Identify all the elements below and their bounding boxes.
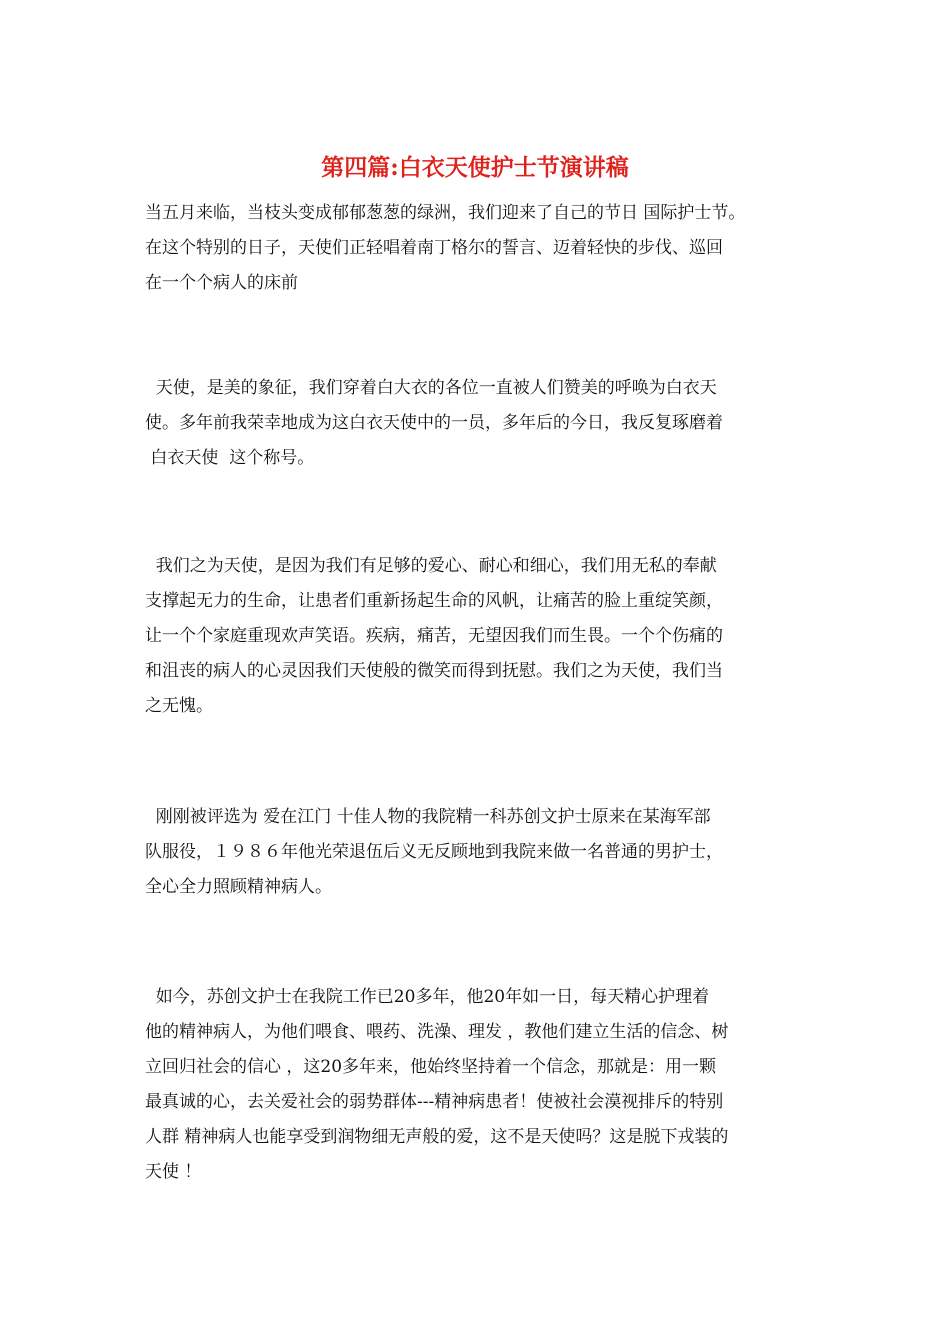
document-title: 第四篇:白衣天使护士节演讲稿 xyxy=(321,154,629,181)
paragraph-line: 让一个个家庭重现欢声笑语。疾病，痛苦，无望因我们而生畏。一个个伤痛的 xyxy=(145,626,723,646)
paragraph-line: 我们之为天使，是因为我们有足够的爱心、耐心和细心，我们用无私的奉献 xyxy=(145,556,717,576)
paragraph-line: 支撑起无力的生命，让患者们重新扬起生命的风帆，让痛苦的脸上重绽笑颜， xyxy=(145,591,723,611)
paragraph-line: 天使 ！ xyxy=(145,1162,202,1182)
paragraph-line: 使。多年前我荣幸地成为这白衣天使中的一员，多年后的今日，我反复琢磨着 xyxy=(145,413,723,433)
paragraph-line: 立回归社会的信心 ，这20多年来，他始终坚持着一个信念，那就是：用一颗 xyxy=(145,1057,717,1077)
paragraph-line: 白衣天使 这个称号。 xyxy=(145,448,315,468)
paragraph-line: 天使，是美的象征，我们穿着白大衣的各位一直被人们赞美的呼唤为白衣天 xyxy=(145,378,717,398)
paragraph-line: 如今，苏创文护士在我院工作已20多年，他20年如一日，每天精心护理着 xyxy=(145,987,710,1007)
paragraph-line: 全心全力照顾精神病人。 xyxy=(145,877,332,897)
paragraph-line: 人群 精神病人也能享受到润物细无声般的爱，这不是天使吗？这是脱下戎装的 xyxy=(145,1127,729,1147)
paragraph-line: 队服役，１９８６年他光荣退伍后义无反顾地到我院来做一名普通的男护士， xyxy=(145,842,723,862)
paragraph-5 xyxy=(145,980,835,1190)
paragraph-line: 刚刚被评选为 爱在江门 十佳人物的我院精一科苏创文护士原来在某海军部 xyxy=(145,807,711,827)
paragraph-line: 之无愧。 xyxy=(145,696,213,716)
paragraph-line: 和沮丧的病人的心灵因我们天使般的微笑而得到抚慰。我们之为天使，我们当 xyxy=(145,661,723,681)
paragraph-4 xyxy=(145,800,835,905)
paragraph-line: 在一个个病人的床前 xyxy=(145,273,298,293)
paragraph-2 xyxy=(145,371,835,476)
paragraph-1 xyxy=(145,196,835,301)
paragraph-line: 最真诚的心，去关爱社会的弱势群体---精神病患者！使被社会漠视排斥的特别 xyxy=(145,1092,724,1112)
paragraph-3 xyxy=(145,549,835,724)
paragraph-line: 在这个特别的日子，天使们正轻唱着南丁格尔的誓言、迈着轻快的步伐、巡回 xyxy=(145,238,723,258)
paragraph-line: 当五月来临，当枝头变成郁郁葱葱的绿洲，我们迎来了自己的节日 国际护士节。 xyxy=(145,203,746,223)
paragraph-line: 他的精神病人，为他们喂食、喂药、洗澡、理发 ，教他们建立生活的信念、树 xyxy=(145,1022,729,1042)
